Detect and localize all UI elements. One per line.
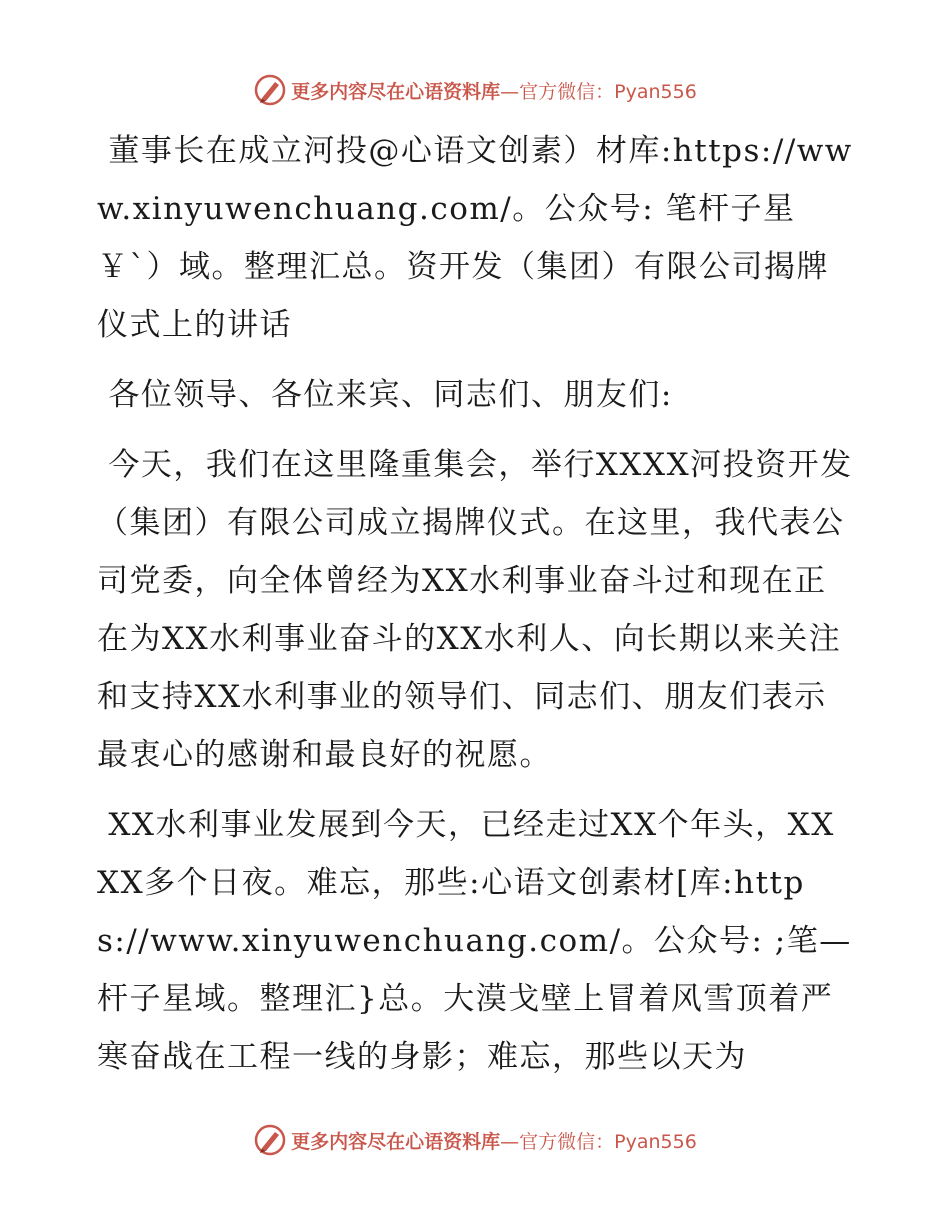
watermark-separator: — [500,1130,520,1153]
watermark-separator: — [500,80,520,103]
paragraph-opening: 今天，我们在这里隆重集会，举行XXXX河投资开发（集团）有限公司成立揭牌仪式。在这里，我代表公司党委，向全体曾经为XX水利事业奋斗过和现在正在为XX水利事业奋斗的XX水利人、向长期以来关注和支持XX水利事业的领导们、同志们、朋友们表示最衷心的感谢和最良好的祝愿。 [97,447,853,773]
watermark-main-text: 更多内容尽在心语资料库 [291,80,501,103]
watermark-text [291,77,697,104]
watermark-contact-text: 官方微信：Pyan556 [519,80,697,103]
paragraph-salutation: 各位领导、各位来宾、同志们、朋友们: [97,377,673,413]
watermark-text [291,1127,697,1154]
paragraph-title: 董事长在成立河投@心语文创素）材库:https://www.xinyuwenchuang.com/。公众号: 笔杆子星￥`）域。整理汇总。资开发（集团）有限公司揭牌仪式上的讲话 [97,133,853,343]
pen-logo-icon [253,73,287,107]
pen-logo-icon [253,1123,287,1157]
document-body [97,122,857,1098]
paragraph-history: XX水利事业发展到今天，已经走过XX个年头，XXXX多个日夜。难忘，那些:心语文创素材[库:https://www.xinyuwenchuang.com/。公众号: ;笔—杆子星域。整理汇}总。大漠戈壁上冒着风雪顶着严寒奋战在工程一线的身影；难忘，那些以天为 [97,807,852,1075]
watermark-footer [0,1120,950,1160]
watermark-contact-text: 官方微信：Pyan556 [519,1130,697,1153]
watermark-main-text: 更多内容尽在心语资料库 [291,1130,501,1153]
watermark-header [0,70,950,110]
